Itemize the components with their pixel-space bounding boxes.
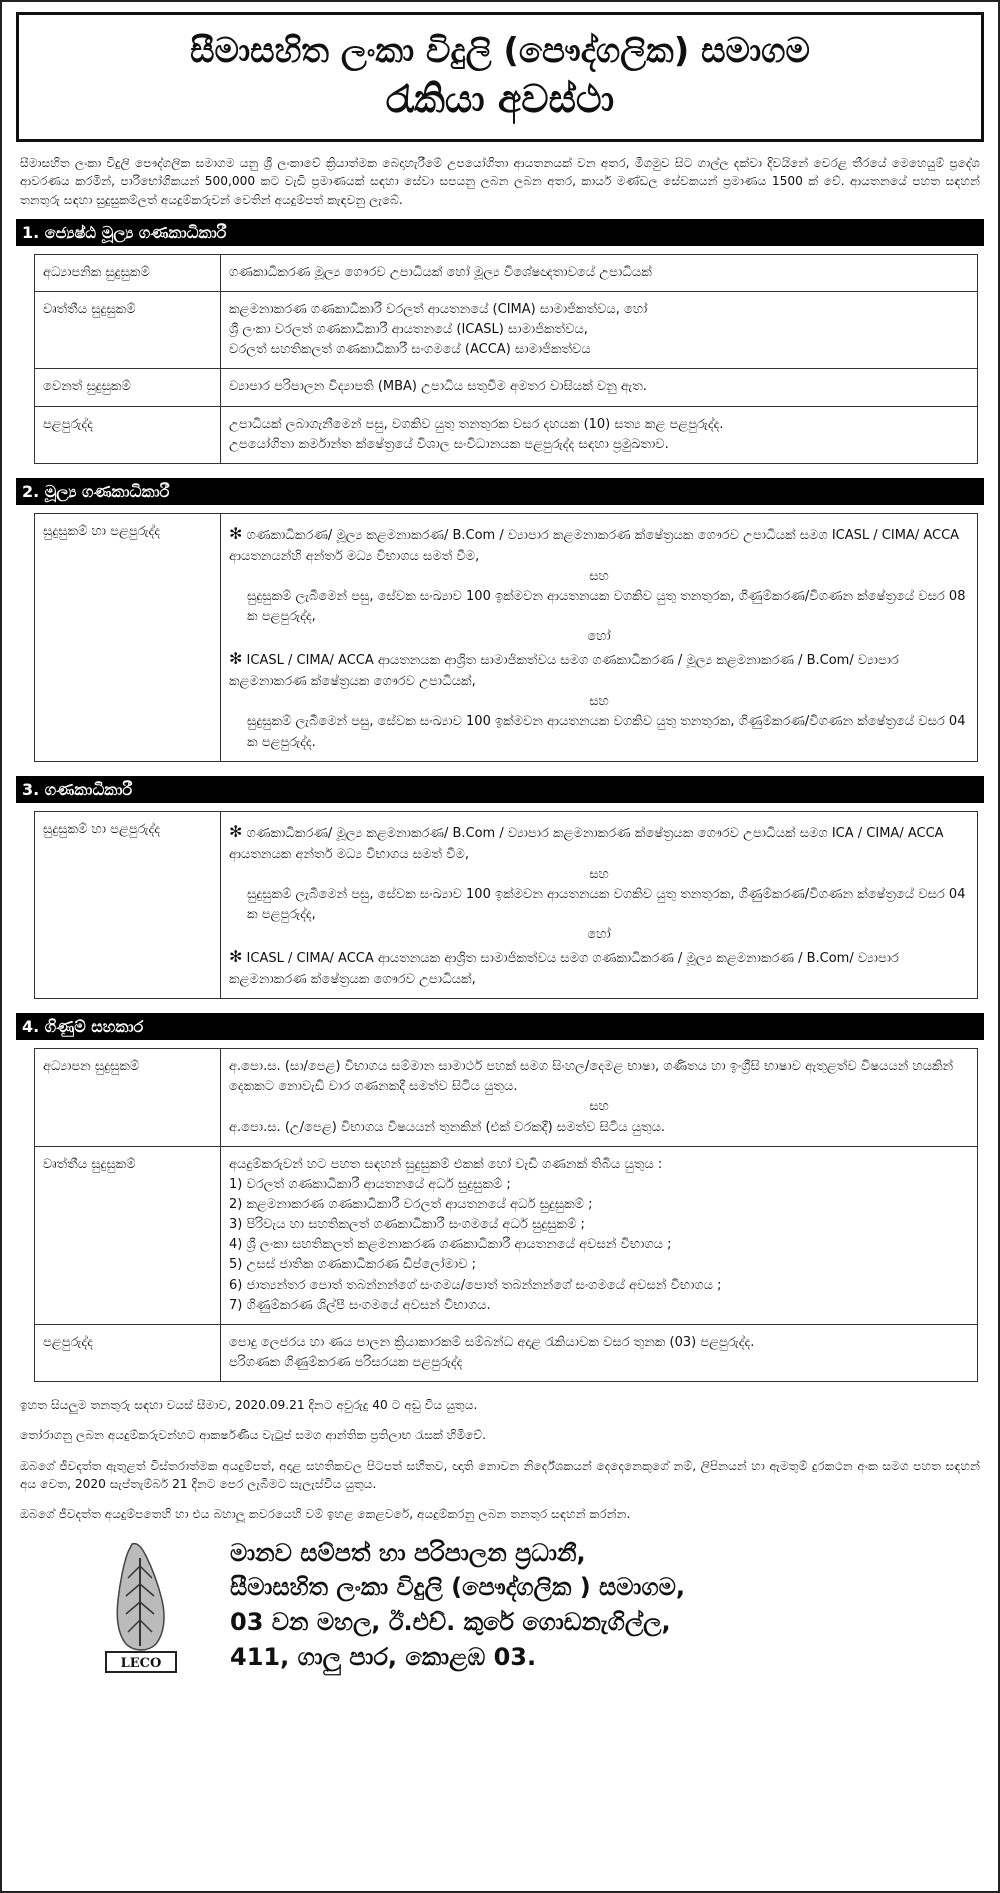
section-heading: 2. මූල්‍ය ගණකාධිකාරී xyxy=(16,478,984,505)
row-value xyxy=(221,254,978,291)
asterisk-icon: ✻ xyxy=(229,649,243,669)
option-text: ගණකාධිකරණ/ මූල්‍ය කළමනාකරණ/ B.Com / ව්‍යාපාර කළමනාකරණ ක්ෂේත්‍රයක ගෞරව උපාධියක් සමග ICASL / CIMA/ ACCA ආයතනයන්හි අන්තර් මධ්‍ය විභාගය සමත් වීම, xyxy=(229,527,960,564)
asterisk-icon: ✻ xyxy=(229,523,243,543)
row-line: කළමනාකරණ ගණකාධිකාරී වරලත් ආයතනයේ (CIMA) සාමාජිකත්වය, හෝ xyxy=(229,302,648,318)
section-heading: 4. ගිණුම් සහකාර xyxy=(16,1013,984,1040)
intro-paragraph: සීමාසහිත ලංකා විදුලි පෞද්ගලික සමාගම යනු ශ්‍රී ලංකාවේ ක්‍රියාත්මක බෙදාහැරීමේ උපයෝගිතා ආයතනයක් වන අතර, මීගමුව සිට ගාල්ල දක්වා දිවයිනේ වෙරළ තීරයේ මෙහෙයුම් ප්‍රදේශ ආවරණය කරමින්, පාරිභෝගිකයන් 500,000 කට වැඩි ප්‍රමාණයක් සඳහා සේවා සපයනු ලබන ලබන අතර, කාර්ය මණ්ඩල සේවකයන් ප්‍රමාණය 1500 ක් වේ. ආයතනයේ පහත සඳහන් තනතුරු සඳහා සුදුසුකම්ලත් අයදුම්කරුවන් වෙතින් අයදුම්පත් කැඳවනු ලැබේ. xyxy=(20,156,980,207)
table-row xyxy=(35,292,978,369)
row-label: වෘත්තීය සුදුසුකම් xyxy=(35,292,221,369)
address-line: 411, ගාලු පාර, කොළඹ 03. xyxy=(230,1643,537,1672)
table-row xyxy=(35,369,978,406)
list-item: 6) ජාත්‍යන්තර පොත් තබන්නන්ගේ සංගමය/පොත් තබන්නන්ගේ සංගමයේ අවසන් විභාගය ; xyxy=(229,1277,722,1293)
option-1 xyxy=(229,522,969,567)
table-row xyxy=(35,406,978,463)
logo-text: LECO xyxy=(120,1655,162,1671)
requirements-table xyxy=(34,254,978,464)
list-item: 3) පිරිවැය හා සහතිකලත් ගණකාධිකාරී සංගමයේ අර්ධ සුදුසුකම් ; xyxy=(229,1217,585,1233)
notes xyxy=(16,1396,984,1523)
row-value xyxy=(221,369,978,406)
row-value xyxy=(221,1324,978,1381)
row-label: අධ්‍යාපනික සුදුසුකම් xyxy=(35,254,221,291)
row-line: ශ්‍රී ලංකා වරලත් ගණකාධිකාරී ආයතනයේ (ICASL) සාමාජිකත්වය, xyxy=(229,322,588,338)
row-line: අයදුම්කරුවන් හට පහත සඳහන් සුදුසුකම් එකක් හෝ වැඩි ගණනක් තිබිය යුතුය : xyxy=(229,1156,663,1172)
requirements-table xyxy=(34,513,978,762)
list-item: 1) වරලත් ගණකාධිකාරී ආයතනයේ අර්ධ සුදුසුකම් ; xyxy=(229,1176,511,1192)
row-line: උපාධියක් ලබාගැනීමෙන් පසු, වගකිව යුතු තනතුරක වසර දහයක (10) සත්‍ය කළ පළපුරුද්ද. xyxy=(229,416,724,432)
option-text: ICASL / CIMA/ ACCA ආයතනයක ආශ්‍රිත සාමාජිකත්වය සමග ගණකාධිකරණ / මූල්‍ය කළමනාකරණ / B.Com/ ව්‍යාපාර කළමනාකරණ ක්ෂේත්‍රයක ගෞරව උපාධියක්, xyxy=(229,951,899,988)
sri-lanka-map-icon xyxy=(102,1538,180,1676)
experience-text: සුදුසුකම් ලැබීමෙන් පසු, සේවක සංඛ්‍යාව 100 ඉක්මවන ආයතනයක වගකිව යුතු තනතුරක, ගිණුම්කරණ/විගණන ක්ෂේත්‍රයේ වසර 04 ක පළපුරුද්ද, xyxy=(247,886,966,922)
table-row xyxy=(35,811,978,998)
row-line: ව්‍යාපාර පරිපාලන විද්‍යාපති (MBA) උපාධිය සතුවීම අමතර වාසියක් වනු ඇත. xyxy=(229,379,647,395)
connector-or: හෝ xyxy=(587,629,611,645)
row-label: අධ්‍යාපන සුදුසුකම් xyxy=(35,1049,221,1147)
org-title: සීමාසහිත ලංකා විදුලි (පෞද්ගලික) සමාගම xyxy=(190,31,810,72)
list-item: 4) ශ්‍රී ලංකා සහතිකලත් කළමනාකරණ ගණකාධිකාරී ආයතනයේ අවසන් විභාගය ; xyxy=(229,1237,672,1253)
connector-and: සහ xyxy=(589,694,609,710)
option-text: ගණකාධිකරණ/ මූල්‍ය කළමනාකරණ/ B.Com / ව්‍යාපාර කළමනාකරණ ක්ෂේත්‍රයක ගෞරව උපාධියක් සමග ICA / CIMA/ ACCA ආයතනයක අන්තර් මධ්‍ය විභාගය සමත් වීම, xyxy=(229,825,944,862)
address-line: මානව සම්පත් හා පරිපාලන ප්‍රධානී, xyxy=(230,1538,586,1567)
list-item: 2) කළමනාකරණ ගණකාධිකාරී වරලත් ආයතනයේ අර්ධ සුදුසුකම් ; xyxy=(229,1197,593,1213)
asterisk-icon: ✻ xyxy=(229,947,243,967)
note-paragraph: ඔබගේ ජීවදත්ත අයදුම්පතෙහි හා එය බහාලූ කවරයෙහි වම් ඉහළ කෙළවරේ, අයදුම්කරනු ලබන තනතුර සඳහන් කරන්න. xyxy=(20,1507,631,1522)
table-row xyxy=(35,1324,978,1381)
vacancy-title: රැකියා අවස්ථා xyxy=(385,77,615,122)
table-row xyxy=(35,513,978,761)
row-value xyxy=(221,1146,978,1324)
leco-logo xyxy=(102,1538,180,1676)
option-2 xyxy=(229,647,969,692)
row-label: වෙනත් සුදුසුකම් xyxy=(35,369,221,406)
row-value xyxy=(221,811,978,998)
row-line: උපයෝගිතා කර්මාන්ත ක්ෂේත්‍රයේ විශාල සංවිධානයක පළපුරුද්ද සඳහා ප්‍රමුඛතාව. xyxy=(229,436,669,452)
row-label: වෘත්තීය සුදුසුකම් xyxy=(35,1146,221,1324)
row-value xyxy=(221,513,978,761)
row-label: සුදුසුකම් හා පළපුරුද්ද xyxy=(35,811,221,998)
note-paragraph: තෝරාගනු ලබන අයදුම්කරුවන්හට ආකර්ෂණීය වැටුප් සමග ආන්තික ප්‍රතිලාභ රැසක් හිමිවේ. xyxy=(20,1428,487,1443)
table-row xyxy=(35,1049,978,1147)
row-value xyxy=(221,1049,978,1147)
section-heading: 3. ගණකාධිකාරී xyxy=(16,776,984,803)
option-text: ICASL / CIMA/ ACCA ආයතනයක ආශ්‍රිත සාමාජිකත්වය සමග ගණකාධිකරණ / මූල්‍ය කළමනාකරණ / B.Com/ ව්‍යාපාර කළමනාකරණ ක්ෂේත්‍රයක ගෞරව උපාධියක්, xyxy=(229,653,899,690)
section-heading: 1. ජ්‍යෙෂ්ඨ මූල්‍ය ගණකාධිකාරී xyxy=(16,219,984,246)
connector-or: හෝ xyxy=(587,927,611,943)
footer xyxy=(16,1536,984,1676)
experience-text: සුදුසුකම් ලැබීමෙන් පසු, සේවක සංඛ්‍යාව 100 ඉක්මවන ආයතනයක වගකිව යුතු තනතුරක, ගිණුම්කරණ/විගණන ක්ෂේත්‍රයේ වසර 04 ක පළපුරුද්ද. xyxy=(247,714,966,750)
experience-text: සුදුසුකම් ලැබීමෙන් පසු, සේවක සංඛ්‍යාව 100 ඉක්මවන ආයතනයක වගකිව යුතු තනතුරක, ගිණුම්කරණ/විගණන ක්ෂේත්‍රයේ වසර 08 ක පළපුරුද්ද, xyxy=(247,588,966,625)
requirements-table xyxy=(34,811,978,999)
table-row xyxy=(35,1146,978,1324)
row-label: පළපුරුද්ද xyxy=(35,1324,221,1381)
row-value xyxy=(221,406,978,463)
address-line: 03 වන මහල, ඊ.එච්. කුරේ ගොඩනැගිල්ල, xyxy=(230,1608,671,1637)
address-line: සීමාසහිත ලංකා විදුලි (පෞද්ගලික ) සමාගම, xyxy=(230,1573,685,1602)
note-paragraph: ඉහත සියලුම තනතුරු සඳහා වයස් සීමාව, 2020.09.21 දිනට අවුරුදු 40 ට අඩු විය යුතුය. xyxy=(20,1398,478,1413)
table-row xyxy=(35,254,978,291)
connector-and: සහ xyxy=(589,1099,609,1115)
requirements-table xyxy=(34,1048,978,1382)
row-line: පොදු ලෙජරය හා ණය පාලන ක්‍රියාකාරකම් සම්බන්ධ අදාළ රැකියාවක වසර තුනක (03) පළපුරුද්ද. xyxy=(229,1334,755,1350)
row-label: සුදුසුකම් හා පළපුරුද්ද xyxy=(35,513,221,761)
row-label: පළපුරුද්ද xyxy=(35,406,221,463)
address-block xyxy=(230,1536,685,1675)
list-item: 7) ගිණුම්කරණ ශිල්පී සංගමයේ අවසන් විභාගය. xyxy=(229,1297,491,1313)
note-paragraph: ඔබගේ ජීවදත්ත ඇතුළත් විස්තරාත්මක අයදුම්පත්, අදාළ සහතිකවල පිටපත් සහිතව, ඥාති නොවන නිර්දේශකයන් දෙදෙනෙකුගේ නම්, ලිපිනයන් හා ඇමතුම් දුරකථන අංක සමග පහත සඳහන් අය වෙත, 2020 සැප්තැම්බර් 21 දිනට පෙර ලැබීමට සැලැස්විය යුතුය. xyxy=(20,1458,980,1492)
option-1 xyxy=(229,820,969,865)
list-item: 5) උසස් ජාතික ගණකාධිකරණ ඩිප්ලෝමාව ; xyxy=(229,1257,477,1273)
connector-and: සහ xyxy=(589,866,609,882)
row-value xyxy=(221,292,978,369)
title-box xyxy=(16,12,984,142)
row-line: අ.පො.ස. (උ/පෙළ) විභාගය විෂයයන් තුනකින් (එක් වරකදී) සමත්ව සිටිය යුතුය. xyxy=(229,1119,666,1135)
row-line: ගණකාධිකරණ මූල්‍ය ගෞරව උපාධියක් හෝ මූල්‍ය විශේෂඥතාවයේ උපාධියක් xyxy=(229,264,652,280)
row-line: අ.පො.ස. (සා/පෙළ) විභාගය සම්මාන සාමාර්ථ පහක් සමග සිංහල/දෙමළ භාෂා, ගණිතය හා ඉංග්‍රීසි භාෂාව ඇතුළත්ව විෂයයන් හයකින් දෙකකට නොවැඩි වාර ගණනකදී සමත්ව සිටිය යුතුය. xyxy=(229,1059,954,1095)
option-2 xyxy=(229,945,969,990)
connector-and: සහ xyxy=(589,568,609,584)
row-line: වරලත් සහතිකලත් ගණකාධිකාරී සංගමයේ (ACCA) සාමාජිකත්වය xyxy=(229,342,591,358)
row-line: පරිගණක ගිණුම්කරණ පරිසරයක පළපුරුද්ද xyxy=(229,1355,463,1370)
asterisk-icon: ✻ xyxy=(229,821,243,841)
